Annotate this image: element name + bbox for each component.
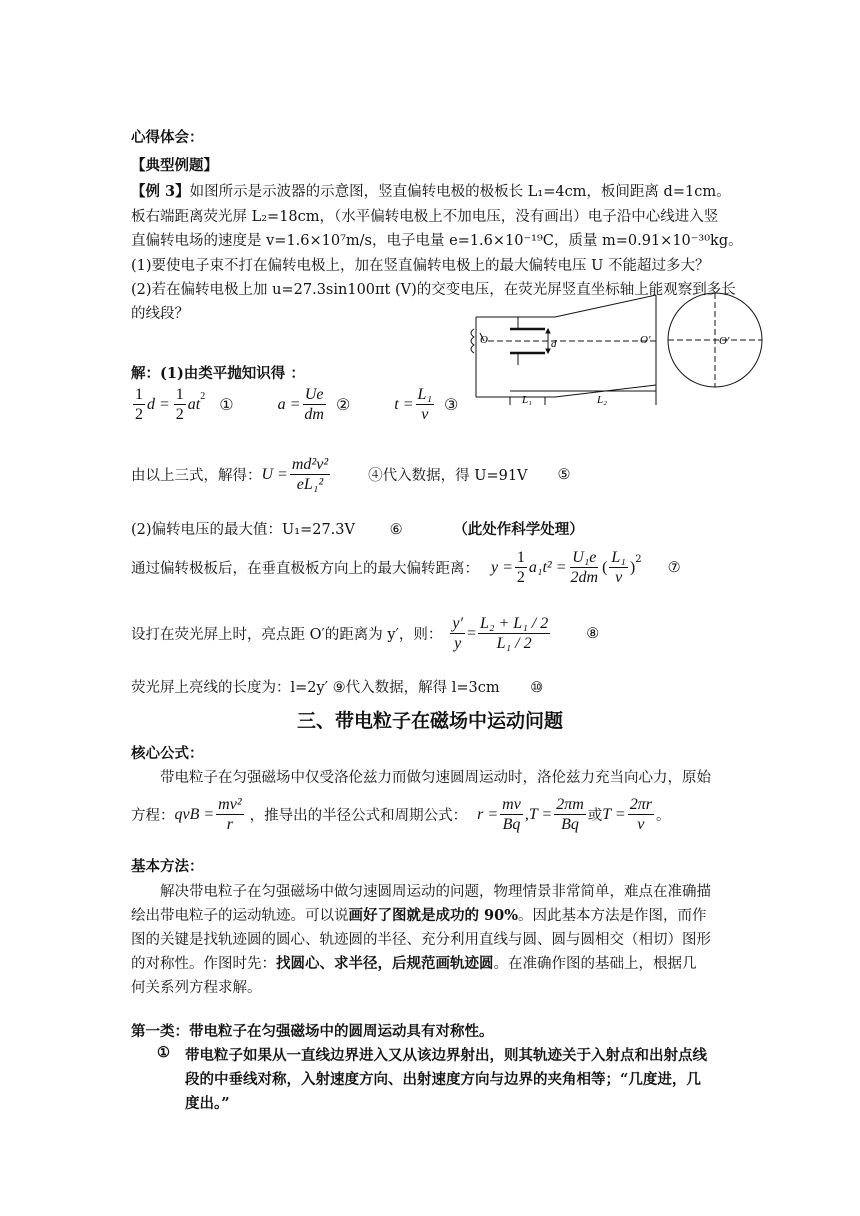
question2-line1: (2)若在偏转电极上加 u=27.3sin100πt (V)的交变电压，在荧光屏竖直坐标轴上能观察到多长 — [131, 282, 736, 298]
T2-lhs: T = — [602, 805, 626, 823]
equation-y: 通过偏转极板后，在垂直极板方向上的最大偏转距离： y = $\frac{1}{2}$ a₁t² = $\frac{\text{U₁e}}{2dm}$ ( $\frac{\text{L₁}}{v}$ ) $^2$ ⑦ — [131, 549, 681, 586]
label-L1: L₁ — [522, 394, 532, 406]
core-equations — [131, 795, 670, 834]
yp-eq: = — [467, 624, 477, 642]
frac-T: $\frac{2\pi m}{Bq}$ — [556, 796, 584, 833]
y-prefix: 通过偏转极板后，在垂直极板方向上的最大偏转距离： — [131, 561, 479, 577]
method-2c: 。因此基本方法是作图，而作 — [518, 908, 707, 924]
frac-eq1: $\frac{\text{mv²}}{r}$ — [218, 796, 242, 833]
eq-a-lhs: a = — [277, 395, 301, 413]
frac-T2: $\frac{2\pi r}{v}$ — [629, 796, 652, 833]
frac-U: $\frac{\text{md²v²}}{\text{eL₁²}}$ — [291, 456, 329, 493]
sci-note: （此处作科学处理） — [453, 521, 584, 538]
example3-line1 — [131, 180, 731, 201]
label-L2: L₂ — [597, 394, 607, 406]
item1-line1: 带电粒子如果从一直线边界进入又从该边界射出，则其轨迹关于入射点和出射点线 — [185, 1047, 707, 1064]
method-line5: 何关系列方程求解。 — [131, 980, 262, 996]
eq-end: 。 — [655, 808, 671, 824]
frac-yp: $\frac{y'}{y}$ — [452, 615, 463, 652]
eq-d: d = — [147, 395, 170, 413]
item1-number: ① — [157, 1044, 170, 1061]
num-5: ⑤ — [557, 466, 571, 483]
class1-heading: 第一类：带电粒子在匀强磁场中的圆周运动具有对称性。 — [131, 1023, 494, 1040]
frac-half-1: $\frac{1}{2}$ — [135, 386, 143, 423]
example3-tag: 【例 3】 — [131, 183, 190, 200]
equations-row1 — [131, 385, 458, 424]
y-lhs: y = — [491, 558, 513, 576]
core-text: 带电粒子在匀强磁场中仅受洛伦兹力而做匀速圆周运动时，洛伦兹力充当向心力，原始 — [160, 770, 711, 786]
example3-line2: 板右端距离荧光屏 L₂=18cm，（水平偏转电极上不加电压，没有画出）电子沿中心线进入竖 — [131, 209, 719, 225]
label-O-prime: O′ — [640, 334, 651, 346]
u-prefix: 由以上三式，解得： — [131, 468, 262, 484]
item1-line2: 段的中垂线对称，入射速度方向、出射速度方向与边界的夹角相等；“几度进，几 — [185, 1071, 701, 1088]
eq1-lhs: qvB = — [174, 805, 215, 823]
method-line4 — [131, 952, 697, 973]
section3-title: 三、带电粒子在磁场中运动问题 — [296, 710, 563, 732]
last-line-text: 荧光屏上亮线的长度为：l=2y′ ⑨代入数据，解得 l=3cm — [131, 680, 500, 696]
last-line — [131, 676, 543, 697]
solution-title: 解：(1)由类平抛知识得 ： — [131, 365, 305, 382]
num-8: ⑧ — [586, 625, 600, 642]
T-lhs: ,T = — [524, 805, 553, 823]
method-4b: 找圆心、求半径，后规范画轨迹圆 — [276, 955, 494, 972]
frac-half-2: $\frac{1}{2}$ — [175, 386, 184, 423]
question1: (1)要使电子束不打在偏转电极上，加在竖直偏转电极上的最大偏转电压 U 不能超过多大？ — [131, 258, 710, 274]
yp-prefix: 设打在荧光屏上时，亮点距 O′的距离为 y′，则： — [131, 627, 443, 643]
frac-y-U: $\frac{\text{U₁e}}{2dm}$ — [570, 549, 599, 586]
equation-yprime — [131, 614, 599, 653]
eq-mid: ，推导出的半径公式和周期公式： — [249, 808, 468, 824]
item1-line3: 度出。” — [185, 1095, 230, 1112]
y-mid: a₁t² = — [528, 558, 567, 576]
r-lhs: r = — [477, 805, 499, 823]
method-heading: 基本方法： — [131, 858, 204, 875]
num-6: ⑥ — [389, 522, 403, 538]
method-4c: 。在准确作图的基础上，根据几 — [493, 956, 697, 972]
method-line2 — [131, 904, 707, 925]
core-heading: 核心公式： — [131, 745, 204, 762]
eq-at: at — [187, 395, 201, 413]
num-10: ⑩ — [530, 680, 544, 696]
frac-r: $\frac{mv}{Bq}$ — [502, 796, 521, 833]
question2-line2: 的线段？ — [131, 306, 189, 322]
method-4a: 的对称性。作图时先： — [131, 956, 276, 972]
screen-diagram — [665, 290, 765, 390]
num-2: ② — [335, 396, 351, 414]
num-1: ① — [219, 396, 234, 414]
frac-yp-r: $\frac{\text{L₂ + L₁ / 2}}{\text{L₁ / 2}}$ — [480, 615, 549, 652]
y-sq: 2 — [635, 554, 642, 565]
u-result: ④代入数据，得 U=91V — [368, 468, 528, 484]
frac-y-L: $\frac{\text{L₁}}{v}$ — [611, 549, 626, 586]
method-line1: 解决带电粒子在匀强磁场中做匀速圆周运动的问题，物理情景非常简单，难点在准确描 — [160, 884, 711, 900]
heading-dianxing: 【典型例题】 — [131, 157, 218, 174]
screen-label-O-prime: O′ — [719, 335, 730, 347]
num-7: ⑦ — [667, 559, 681, 576]
method-line3: 图的关键是找轨迹圆的圆心、轨迹圆的半径、充分利用直线与圆、圆与圆相交（相切）图形 — [131, 932, 711, 948]
frac-a: $\frac{Ue}{dm}$ — [304, 386, 324, 423]
num-3: ③ — [444, 396, 459, 414]
example3-line3: 直偏转电场的速度是 v=1.6×10⁷m/s，电子电量 e=1.6×10⁻¹⁹C，质量 m=0.91×10⁻³⁰kg。 — [131, 233, 743, 249]
eq-t-lhs: t = — [394, 395, 414, 413]
heading-xinde: 心得体会： — [131, 129, 204, 146]
or-text: 或 — [587, 808, 603, 824]
frac-t: $\frac{\text{L₁}}{v}$ — [417, 386, 433, 423]
example3-text1: 如图所示是示波器的示意图，竖直偏转电极的极板长 L₁=4cm，板间距离 d=1cm。 — [189, 184, 731, 200]
eq-prefix: 方程： — [131, 808, 175, 824]
eq-at-sq: 2 — [200, 391, 206, 402]
method-2b: 画好了图就是成功的 90% — [348, 907, 519, 924]
method-2a: 绘出带电粒子的运动轨迹。可以说 — [131, 908, 349, 924]
part2-text: (2)偏转电压的最大值：U₁=27.3V — [131, 522, 355, 538]
u-lhs: U = — [261, 465, 288, 483]
equation-U — [131, 455, 571, 494]
part2-line — [131, 518, 584, 539]
frac-y-half: $\frac{1}{2}$ — [516, 549, 525, 586]
label-O: O — [480, 334, 488, 346]
label-d: d — [551, 338, 557, 350]
